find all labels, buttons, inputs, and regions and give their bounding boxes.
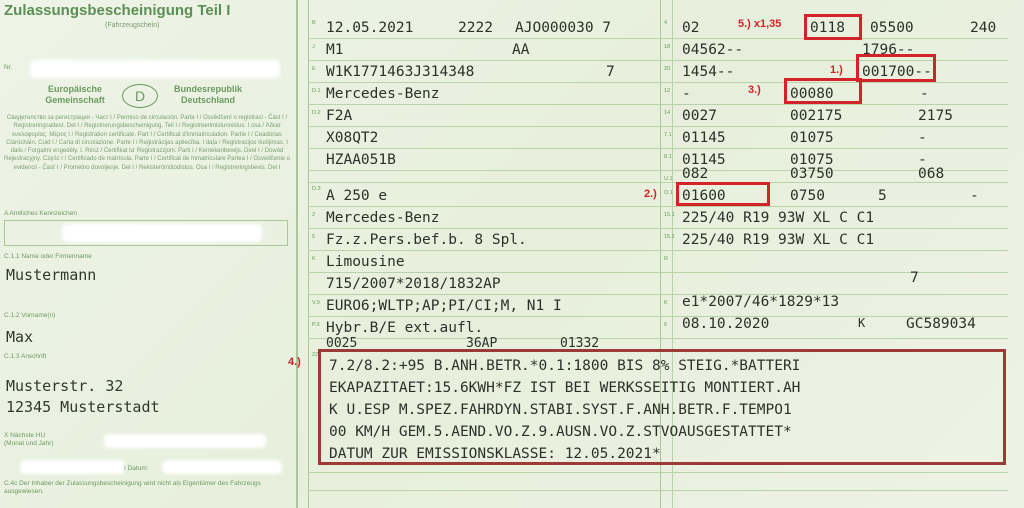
- trailer-load-braked: 01600: [682, 188, 726, 204]
- name-label: C.1.1 Name oder Firmenname: [4, 253, 92, 260]
- field-number: K: [664, 300, 668, 306]
- ec-type-approval: e1*2007/46*1829*13: [682, 294, 840, 310]
- axle-load-1c: -: [918, 130, 927, 146]
- row-line: [308, 126, 1008, 127]
- emission-code: 36AP: [466, 336, 498, 351]
- eu-left-label: Europäische Gemeinschaft: [45, 84, 105, 105]
- approval-number: GC589034: [906, 316, 976, 332]
- field-s1: 5: [878, 188, 887, 204]
- annotation-box-3: [784, 78, 862, 104]
- vin: W1K1771463J314348: [326, 64, 475, 80]
- hu-label: X Nächste HU (Monat und Jahr): [4, 432, 54, 447]
- remarks-line: DATUM ZUR EMISSIONSKLASSE: 12.05.2021*: [329, 446, 661, 462]
- emission-key: 01332: [560, 336, 600, 351]
- field-number: 14: [664, 110, 671, 116]
- type: F2A: [326, 108, 353, 124]
- street-value: Musterstr. 32: [6, 377, 124, 395]
- field-number: 15.2: [664, 234, 675, 240]
- axle-load-2b: 01075: [790, 152, 834, 168]
- redacted-nr: [30, 60, 280, 78]
- grid-line: [308, 0, 309, 508]
- row-line: [308, 206, 1008, 207]
- field-number: 2: [312, 212, 316, 218]
- make: Mercedes-Benz: [326, 86, 440, 102]
- annotation-label-5: 5.) x1,35: [738, 18, 782, 30]
- trailer-load-unbraked: 0750: [790, 188, 825, 204]
- redacted-sign: [20, 460, 125, 474]
- field-number: R: [664, 256, 668, 262]
- noise-driving: 068: [918, 166, 945, 182]
- authority-label: A Amtliches Kennzeichen: [4, 210, 77, 217]
- tyres-front: 225/40 R19 93W XL C C1: [682, 210, 875, 226]
- field-s2: -: [970, 188, 979, 204]
- remarks-line: 00 KM/H GEM.5.AEND.VO.Z.9.AUSN.VO.Z.STVOAUSGESTATTET*: [329, 424, 792, 440]
- manufacturer-key: 2222: [458, 20, 493, 36]
- variant: X08QT2: [326, 130, 379, 146]
- row-line: [308, 294, 1008, 295]
- row-line: [308, 316, 1008, 317]
- field-number: K: [312, 256, 316, 262]
- make-repeat: Mercedes-Benz: [326, 210, 440, 226]
- annotation-label-3: 3.): [748, 84, 761, 96]
- type-key: AJO000030 7: [515, 20, 612, 36]
- row-line: [308, 228, 1008, 229]
- row-line: [308, 38, 1008, 39]
- vin-check-digit: 7: [606, 64, 615, 80]
- tyres-rear: 225/40 R19 93W XL C C1: [682, 232, 875, 248]
- gross-weight-2: 2175: [918, 108, 953, 124]
- field-number: 15.1: [664, 212, 675, 218]
- remarks-line: 7.2/8.2:+95 B.ANH.BETR.*0.1:1800 BIS 8% STEIG.*BATTERI: [329, 358, 801, 374]
- redacted-hu: [104, 434, 266, 448]
- document-title: Zulassungsbescheinigung Teil I: [4, 2, 231, 19]
- multilingual-fine-print: Свидетелство за регистрация - Част I / Permiso de circulación. Parte I / Osvědčení o registraci - Část I / Registreringsattest. Del I / Registrierungsbescheinigung. Teil I / Registreerimistunnistus. I osa / Άδεια κυκλοφορίας. Μέρος I / Registration certificate. Part I / Certificat d'immatriculation. Partie I / Ceadúnas Clárúcháin. Cuid I / Carta di circolazione. Parte I / Reģistrācijas apliecība. I daļa / Registracijos liudijimas. I dalis / Forgalmi engedély. I. Rész / Ċertifikat ta' Reġistrazzjoni. Parti I / Kentekenbewijs. Deel I / Dowód Rejestracyjny. Część I / Certificado de matrícula. Parte I / Certificat de înmatriculare Partea I / Osvedčenie o evidencii - Časť I / Prometno dovoljenje. Del I / Rekisteröintitodistus. Osa I / Registreringsbevis. Del I: [4, 115, 291, 171]
- issue-date: 08.10.2020: [682, 316, 770, 332]
- remarks-line: K U.ESP M.SPEZ.FAHRDYN.STABI.SYST.F.ANH.BETR.F.TEMPO1: [329, 402, 792, 418]
- body-code: AA: [512, 42, 530, 58]
- field-q: -: [920, 86, 929, 102]
- first-registration-date: 12.05.2021: [326, 20, 414, 36]
- body-type: Limousine: [326, 254, 405, 270]
- eu-right-label: Bundesrepublik Deutschland: [173, 84, 242, 105]
- date-label: I Datum:: [124, 465, 149, 472]
- gross-weight: 002175: [790, 108, 843, 124]
- tank-volume: -: [682, 86, 691, 102]
- field-number: D.1: [312, 88, 321, 94]
- row-line: [308, 82, 1008, 83]
- vehicle-class: M1: [326, 42, 344, 58]
- kerb-weight: 001700--: [862, 64, 932, 80]
- axle-load-2: 01145: [682, 152, 726, 168]
- axles: 02: [682, 20, 700, 36]
- name-value: Mustermann: [6, 266, 97, 284]
- annotation-label-4: 4.): [288, 356, 301, 368]
- seats-value: 00080: [790, 86, 834, 102]
- footer-label: C.4c Der Inhaber der Zulassungsbescheinigung wird nicht als Eigentümer des Fahrzeugs ausgewiesen.: [4, 480, 261, 495]
- emission-class: EURO6;WLTP;AP;PI/CI;M, N1 I: [326, 298, 562, 314]
- fuel-type: Hybr.B/E ext.aufl.: [326, 320, 484, 336]
- nr-label: Nr.: [4, 64, 13, 71]
- remarks-line: EKAPAZITAET:15.6KWH*FZ IST BEI WERKSSEITIG MONTIERT.AH: [329, 380, 801, 396]
- row-line: [308, 338, 1008, 339]
- firstname-value: Max: [6, 328, 34, 346]
- power-value: 0118: [810, 20, 845, 36]
- model: A 250 e: [326, 188, 388, 204]
- axle-load-2c: -: [918, 152, 927, 168]
- colour-code: 7: [910, 270, 919, 286]
- field-number: P.3: [312, 322, 320, 328]
- payload: 0027: [682, 108, 717, 124]
- field-number: E: [312, 66, 316, 72]
- max-speed: 240: [970, 20, 997, 36]
- address-label: C.1.3 Anschrift: [4, 353, 47, 360]
- redacted-date: [162, 460, 282, 474]
- field-number: D.3: [312, 186, 321, 192]
- rpm-value: 05500: [870, 20, 914, 36]
- height: 1454--: [682, 64, 735, 80]
- row-line: [308, 170, 1008, 171]
- annotation-box-2: [676, 182, 770, 206]
- field-k-label: K: [858, 316, 866, 330]
- field-number: 22: [312, 352, 319, 358]
- row-line: [308, 182, 1008, 183]
- length: 04562--: [682, 42, 744, 58]
- noise-standing: 082: [682, 166, 709, 182]
- firstname-label: C.1.2 Vorname(n): [4, 312, 56, 319]
- row-line: [308, 104, 1008, 105]
- field-number: B: [312, 20, 316, 26]
- row-line: [308, 272, 1008, 273]
- row-line: [308, 472, 1008, 473]
- row-line: [308, 148, 1008, 149]
- field-number: 4: [664, 20, 668, 26]
- vehicle-category: Fz.z.Pers.bef.b. 8 Spl.: [326, 232, 527, 248]
- row-line: [308, 250, 1008, 251]
- city-value: 12345 Musterstadt: [6, 398, 160, 416]
- field-number: 7.1: [664, 132, 672, 138]
- annotation-label-1: 1.): [830, 64, 843, 76]
- version: HZAA051B: [326, 152, 396, 168]
- field-number: 20: [664, 66, 671, 72]
- field-number: 18: [664, 44, 671, 50]
- remarks-box: [318, 349, 1006, 465]
- redacted-authority: [62, 224, 262, 242]
- fuel-code: 0025: [326, 336, 358, 351]
- field-number: J: [312, 44, 315, 50]
- field-number: V.9: [312, 300, 320, 306]
- document-subtitle: (Fahrzeugschein): [105, 22, 160, 29]
- annotation-box-5: [804, 14, 862, 40]
- country-code-emblem: D: [122, 84, 158, 108]
- annotation-box-1: [856, 54, 936, 82]
- regulation: 715/2007*2018/1832AP: [326, 276, 501, 292]
- row-line: [308, 490, 1008, 491]
- field-number: 6: [664, 322, 668, 328]
- field-number: 5: [312, 234, 316, 240]
- noise-rpm: 03750: [790, 166, 834, 182]
- field-number: 8.1: [664, 154, 672, 160]
- width: 1796--: [862, 42, 915, 58]
- axle-load-1b: 01075: [790, 130, 834, 146]
- holder-section: [0, 0, 298, 508]
- field-number: U.1: [664, 176, 673, 182]
- field-number: 12: [664, 88, 671, 94]
- axle-load-1: 01145: [682, 130, 726, 146]
- field-number: O.1: [664, 190, 673, 196]
- annotation-label-2: 2.): [644, 188, 657, 200]
- field-number: D.2: [312, 110, 321, 116]
